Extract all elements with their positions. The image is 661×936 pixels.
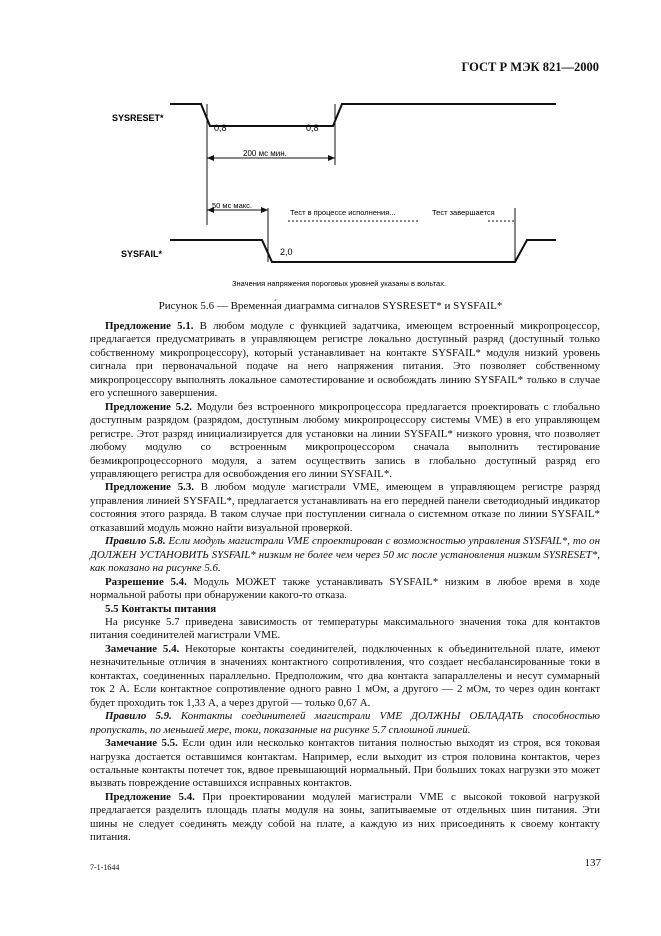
sysfail-label: SYSFAIL* xyxy=(121,249,163,259)
footer-code: 7-1-1644 xyxy=(90,863,120,872)
duration-50-label: 50 мс макс. xyxy=(212,201,252,210)
paragraph-proposal-5-2: Предложение 5.2. Модули без встроенного микропроцессора предлагается проектировать с глобально доступным разрядом (разрядом, доступным любому микропроцессору системы VME) в его управляющем регистре. Этот разряд инициализируется для установки на линии SYSFAIL* низкого уровня, что позволяет любому модулю со встроенным микропроцессором сначала выполнить тестирование безмикропроцессорного модуля, а затем осуществить запись в глобально доступный разряд его управляющего регистра для освобождения его линии SYSFAIL*. xyxy=(90,400,600,480)
paragraph-proposal-5-1: Предложение 5.1. В любом модуле с функцией задатчика, имеющем встроенный микропроцессор, предлагается предусматривать в управляющем регистре локально доступный разряд (доступный только собственному микропроцессору), который устанавливает на контакте SYSFAIL* модуля низкий уровень сигнала при первоначальной подаче на него напряжения питания. Это позволяет собственному микропроцессору выполнять локальное самотестирование и освобождать линию SYSFAIL* только в случае его успешного завершения. xyxy=(90,320,600,400)
threshold-label-1: 0,8 xyxy=(214,123,227,133)
body-text xyxy=(90,320,600,845)
threshold-label-2: 0,8 xyxy=(306,123,319,133)
sysfail-waveform xyxy=(170,240,556,262)
threshold-label-3: 2,0 xyxy=(280,247,293,257)
section-heading-5-5: 5.5 Контакты питания xyxy=(105,602,217,615)
timing-diagram xyxy=(0,0,661,300)
test-progress-label: Тест в процессе исполнения... xyxy=(290,208,396,217)
paragraph-rule-5-9: Правило 5.9. Контакты соединителей магистрали VME ДОЛЖНЫ ОБЛАДАТЬ способностью пропускать, по меньшей мере, токи, показанные на рисунке 5.7 сплошной линией. xyxy=(90,710,600,736)
paragraph-note-5-4: Замечание 5.4. Некоторые контакты соединителей, подключенных к объединительной плате, имеют незначительные отличия в значениях контактного сопротивления, что создает несбалансированные токи в контактах, соединенных параллельно. Предположим, что два контакта запараллелены и несут суммарный ток 2 А. Если контактное сопротивление одного равно 1 мОм, а другого — 2 мОм, то через один контакт будет проходить ток 1,33 А, а через другой — только 0,67 А. xyxy=(90,642,600,709)
duration-200-label: 200 мс мин. xyxy=(243,149,287,158)
page-header: ГОСТ Р МЭК 821—2000 xyxy=(461,60,599,74)
page-number: 137 xyxy=(584,857,601,869)
paragraph-note-5-5: Замечание 5.5. Если один или несколько контактов питания полностью выходят из строя, вся токовая нагрузка достается оставшимся контактам. Например, если выходит из строя половина контактов, через остальные контакты потечет ток, вдвое превышающий нормальный. При больших токах нагрузки это может вызвать повреждение оставшихся исправных контактов. xyxy=(90,737,600,790)
figure-caption: Рисунок 5.6 — Временна́я диаграмма сигналов SYSRESET* и SYSFAIL* xyxy=(158,300,503,312)
paragraph-figure-ref: На рисунке 5.7 приведена зависимость от температуры максимального значения тока для контактов питания соединителей магистрали VME. xyxy=(90,615,600,642)
paragraph-proposal-5-4: Предложение 5.4. При проектировании модулей магистрали VME с высокой токовой нагрузкой предлагается разделить площадь платы модуля на зоны, запитываемые от отдельных шин питания. Эти шины не следует соединять между собой на плате, а каждую из них присоединять к своему контакту питания. xyxy=(90,790,600,844)
paragraph-permission-5-4: Разрешение 5.4. Модуль МОЖЕТ также устанавливать SYSFAIL* низким в любое время в ходе нормальной работы при обнаружении какого-то отказа. xyxy=(90,575,600,602)
paragraph-rule-5-8: Правило 5.8. Если модуль магистрали VME спроектирован с возможностью управления SYSFAIL*, то он ДОЛЖЕН УСТАНОВИТЬ SYSFAIL* низким не более чем через 50 мс после установления низким SYSRESET*, как показано на рисунке 5.6. xyxy=(90,535,601,575)
sysreset-label: SYSRESET* xyxy=(112,113,164,123)
sysreset-waveform xyxy=(170,104,556,126)
diagram-note: Значения напряжения пороговых уровней указаны в вольтах. xyxy=(232,279,447,288)
test-done-label: Тест завершается xyxy=(432,208,495,217)
paragraph-proposal-5-3: Предложение 5.3. В любом модуле магистрали VME, имеющем в управляющем регистре разряд управления линией SYSFAIL*, предлагается устанавливать на его передней панели светодиодный индикатор состояния этого разряда. В таком случае при поступлении сигнала о системном отказе по линии SYSFAIL* отказавший модуль можно найти визуальной проверкой. xyxy=(90,481,600,534)
